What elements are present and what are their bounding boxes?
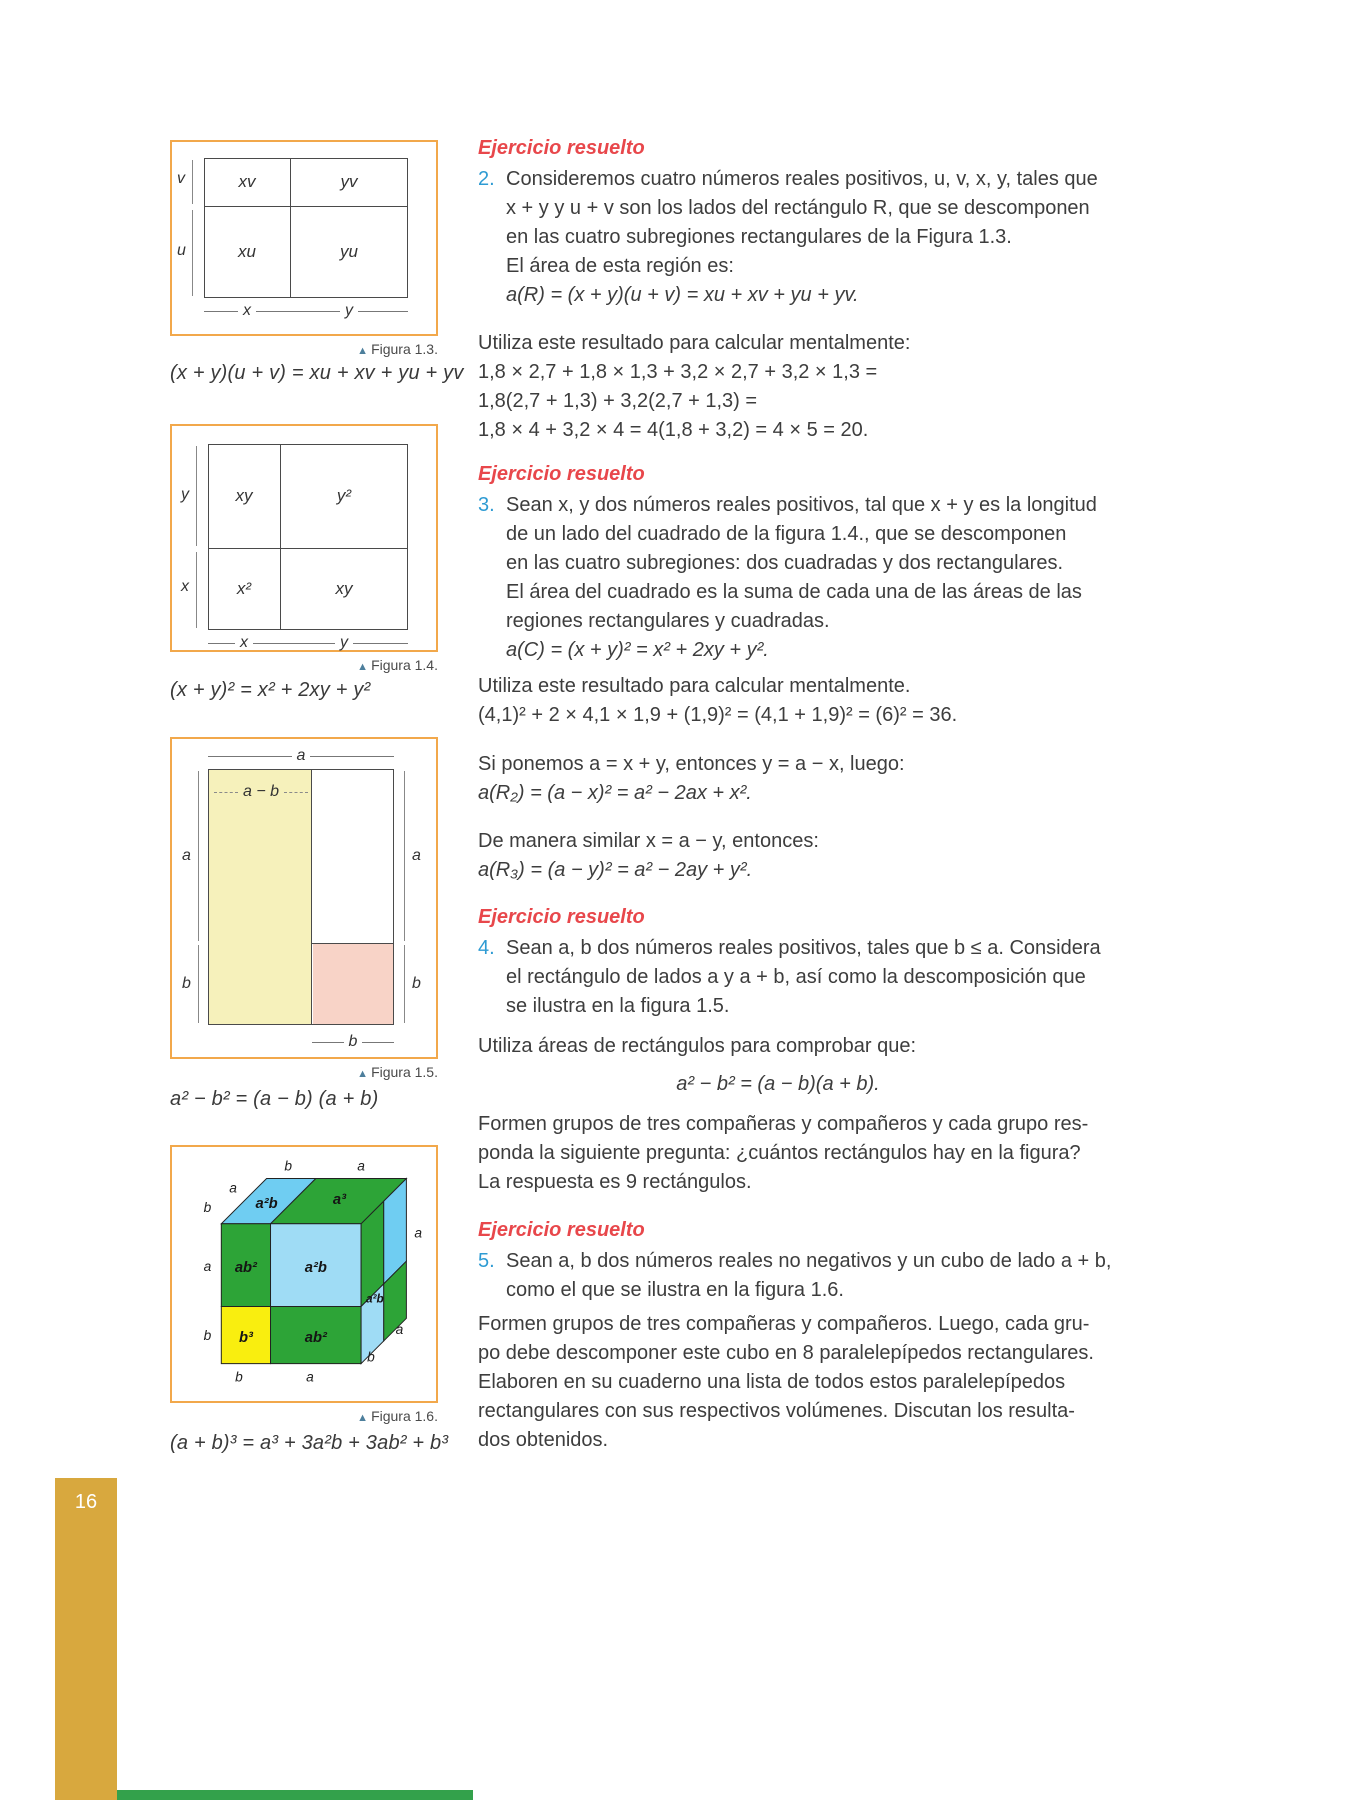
cube-dim-b-bottom-slant: b <box>367 1349 375 1365</box>
formula-line: a(R) = (x + y)(u + v) = xu + xv + yu + yv. <box>506 284 859 306</box>
fig15-dim-line-left-b <box>198 945 199 1023</box>
exercise-5 <box>478 1247 1193 1305</box>
fig15-dim-line-right-b <box>404 945 405 1023</box>
paragraph-r3 <box>478 827 1193 885</box>
dim-dash-line <box>214 792 238 793</box>
cube-label-ab2-front-br: ab² <box>304 1329 327 1346</box>
footer-green-bar <box>117 1790 473 1800</box>
exercise-3-body <box>506 491 1097 665</box>
text-line: regiones rectangulares y cuadradas. <box>506 610 830 632</box>
fig16-identity: (a + b)³ = a³ + 3a²b + 3ab² + b³ <box>170 1432 449 1454</box>
fig15-dim-a-minus-b <box>214 783 308 801</box>
section-heading-1: Ejercicio resuelto <box>478 137 645 159</box>
dim-line <box>253 643 280 644</box>
caption-text: Figura 1.3. <box>371 341 438 357</box>
cube-dim-a-right-lower: a <box>395 1322 404 1338</box>
figure-1-3-caption <box>170 341 438 357</box>
cube-dim-a-bottom: a <box>306 1369 314 1385</box>
group-activity-2 <box>478 1310 1193 1455</box>
figure-1-3 <box>170 140 438 336</box>
formula-line: a(R₃) = (a − y)² = a² − 2ay + y². <box>478 859 753 881</box>
fig14-dim-line-y <box>196 446 197 546</box>
fig15-dim-line-right-a <box>404 771 405 941</box>
fig14-cell-xy-top: xy <box>235 486 253 505</box>
fig15-label-b-right: b <box>412 975 421 992</box>
dim-line <box>256 311 290 312</box>
text-line: La respuesta es 9 rectángulos. <box>478 1171 752 1193</box>
calc-line: 1,8 × 2,7 + 1,8 × 1,3 + 3,2 × 2,7 + 3,2 × 1,3 = <box>478 361 878 383</box>
exercise-3-number: 3. <box>478 494 495 516</box>
dim-line <box>312 1042 344 1043</box>
fig13-dim-y <box>290 302 408 320</box>
fig14-label-x: x <box>240 634 248 651</box>
dim-dash-line <box>284 792 308 793</box>
cube-dim-b-left: b <box>203 1327 212 1343</box>
text-line: Formen grupos de tres compañeras y compañeros. Luego, cada gru- <box>478 1313 1090 1335</box>
cube-label-a3-top: a³ <box>332 1192 347 1209</box>
page-number-tab <box>55 1478 117 1800</box>
fig15-label-a-left: a <box>182 847 191 864</box>
fig15-yellow-region <box>209 770 312 1024</box>
cube-dim-b-bottom: b <box>235 1369 243 1385</box>
text-line: Utiliza este resultado para calcular mentalmente: <box>478 332 911 354</box>
text-line: Utiliza este resultado para calcular mentalmente. <box>478 675 911 697</box>
fig15-label-b-left: b <box>182 975 191 992</box>
cube-dim-a-right-upper: a <box>414 1225 423 1241</box>
fig15-identity: a² − b² = (a − b) (a + b) <box>170 1088 379 1110</box>
caption-triangle-icon: ▲ <box>357 1412 369 1424</box>
caption-triangle-icon: ▲ <box>357 345 369 357</box>
fig13-cell-xv: xv <box>238 172 256 191</box>
calc-line: 1,8(2,7 + 1,3) + 3,2(2,7 + 1,3) = <box>478 390 758 412</box>
cube-label-ab2-front-tl: ab² <box>234 1260 257 1277</box>
fig15-dim-line-left-a <box>198 771 199 941</box>
fig13-label-v: v <box>177 170 185 187</box>
text-line: en las cuatro subregiones: dos cuadradas y dos rectangulares. <box>506 552 1064 574</box>
fig14-dim-line-x <box>196 552 197 628</box>
exercise-4-number: 4. <box>478 937 495 959</box>
exercise-4-body <box>506 934 1101 1021</box>
fig13-cell-xu: xu <box>238 242 256 261</box>
fig15-label-a-minus-b: a − b <box>242 783 280 800</box>
fig15-label-a-top: a <box>296 747 306 764</box>
section-heading-4: Ejercicio resuelto <box>478 1219 645 1241</box>
exercise-4 <box>478 934 1193 1021</box>
fig14-cell-x2: x² <box>236 579 252 598</box>
cube-label-a2b-front-tr: a²b <box>304 1260 327 1277</box>
page-number: 16 <box>74 1491 98 1513</box>
fig13-cell-yu: yu <box>340 242 358 261</box>
figure-1-6 <box>170 1145 438 1403</box>
fig15-label-a-right: a <box>412 847 421 864</box>
fig14-label-x-left: x <box>181 578 189 595</box>
cube-label-a2b-side: a²b <box>366 1291 384 1306</box>
exercise-5-number: 5. <box>478 1250 495 1272</box>
text-line: El área de esta región es: <box>506 255 734 277</box>
figure-1-4 <box>170 424 438 652</box>
dim-line <box>290 311 340 312</box>
fig14-cell-y2: y² <box>336 486 352 505</box>
fig15-dim-a-top <box>208 747 394 765</box>
text-line: x + y y u + v son los lados del rectángulo R, que se descomponen <box>506 197 1090 219</box>
cube-dim-a-slant: a <box>229 1180 237 1196</box>
fig13-label-y: y <box>345 302 353 319</box>
text-line: rectangulares con sus respectivos volúmenes. Discutan los resulta- <box>478 1400 1075 1422</box>
text-line: El área del cuadrado es la suma de cada una de las áreas de las <box>506 581 1082 603</box>
text-line: Sean a, b dos números reales positivos, tales que b ≤ a. Considera <box>506 937 1101 959</box>
caption-text: Figura 1.5. <box>371 1064 438 1080</box>
caption-text: Figura 1.6. <box>371 1408 438 1424</box>
text-line: po debe descomponer este cubo en 8 paralelepípedos rectangulares. <box>478 1342 1094 1364</box>
cube-label-b3-front-bl: b³ <box>238 1329 253 1346</box>
fig15-dim-b-bottom <box>312 1033 394 1051</box>
cube-dim-b-top: b <box>284 1158 293 1174</box>
caption-triangle-icon: ▲ <box>357 1068 369 1080</box>
dim-line <box>208 756 292 757</box>
fig14-label-y: y <box>340 634 348 651</box>
fig13-label-u: u <box>177 242 186 259</box>
fig14-dim-y <box>280 634 408 652</box>
text-line: Sean x, y dos números reales positivos, tal que x + y es la longitud <box>506 494 1097 516</box>
exercise-2-number: 2. <box>478 168 495 190</box>
caption-text: Figura 1.4. <box>371 657 438 673</box>
exercise-2-body <box>506 165 1098 310</box>
cube-dim-b-slant: b <box>203 1199 212 1215</box>
group-activity-1 <box>478 1110 1193 1197</box>
cube-dim-a-top: a <box>357 1158 365 1174</box>
mental-calculation-1 <box>478 329 1193 445</box>
formula-line: a(C) = (x + y)² = x² + 2xy + y². <box>506 639 769 661</box>
text-line: Si ponemos a = x + y, entonces y = a − x, luego: <box>478 753 905 775</box>
fig14-label-y-left: y <box>181 486 189 503</box>
text-line: Consideremos cuatro números reales positivos, u, v, x, y, tales que <box>506 168 1098 190</box>
fig13-dim-line-u <box>192 210 193 296</box>
fig13-identity: (x + y)(u + v) = xu + xv + yu + yv <box>170 362 464 384</box>
section-heading-3: Ejercicio resuelto <box>478 906 645 928</box>
calc-line: (4,1)² + 2 × 4,1 × 1,9 + (1,9)² = (4,1 + 1,9)² = (6)² = 36. <box>478 704 958 726</box>
dim-line <box>280 643 335 644</box>
caption-triangle-icon: ▲ <box>357 661 369 673</box>
figure-1-6-caption <box>170 1408 438 1424</box>
exercise-5-body <box>506 1247 1111 1305</box>
text-line: Formen grupos de tres compañeras y compañeros y cada grupo res- <box>478 1113 1089 1135</box>
dim-line <box>353 643 408 644</box>
centered-identity: a² − b² = (a − b)(a + b). <box>676 1073 880 1095</box>
dim-line <box>362 1042 394 1043</box>
text-line: Sean a, b dos números reales no negativos y un cubo de lado a + b, <box>506 1250 1112 1272</box>
fig13-dim-line-v <box>192 160 193 204</box>
text-line: en las cuatro subregiones rectangulares de la Figura 1.3. <box>506 226 1012 248</box>
figure-1-5-caption <box>170 1064 438 1080</box>
fig15-pink-square <box>313 944 393 1024</box>
text-line: ponda la siguiente pregunta: ¿cuántos rectángulos hay en la figura? <box>478 1142 1081 1164</box>
fig15-split-line <box>312 943 394 944</box>
cube-dim-a-left: a <box>203 1259 212 1275</box>
dim-line <box>310 756 394 757</box>
exercise-3 <box>478 491 1193 665</box>
dim-line <box>358 311 408 312</box>
text-line: Elaboren en su cuaderno una lista de todos estos paralelepípedos <box>478 1371 1066 1393</box>
dim-line <box>204 311 238 312</box>
fig14-identity: (x + y)² = x² + 2xy + y² <box>170 679 371 701</box>
text-line: De manera similar x = a − y, entonces: <box>478 830 819 852</box>
fig13-cell-yv: yv <box>340 172 358 191</box>
fig14-cell-xy-bottom: xy <box>335 579 353 598</box>
figure-1-4-caption <box>170 657 438 673</box>
compare-instruction <box>478 1032 1193 1061</box>
fig15-label-b-bottom: b <box>348 1033 358 1050</box>
dim-line <box>208 643 235 644</box>
text-line: dos obtenidos. <box>478 1429 609 1451</box>
paragraph-r2 <box>478 750 1193 808</box>
exercise-2 <box>478 165 1193 310</box>
text-line: se ilustra en la figura 1.5. <box>506 995 730 1017</box>
cube-label-a2b-top: a²b <box>255 1196 278 1213</box>
text-line: como el que se ilustra en la figura 1.6. <box>506 1279 844 1301</box>
fig13-dim-x <box>204 302 290 320</box>
fig14-dim-x <box>208 634 280 652</box>
text-line: de un lado del cuadrado de la figura 1.4., que se descomponen <box>506 523 1067 545</box>
section-heading-2: Ejercicio resuelto <box>478 463 645 485</box>
cube-diagram <box>172 1147 436 1401</box>
text-line: Utiliza áreas de rectángulos para comprobar que: <box>478 1035 917 1057</box>
fig13-label-x: x <box>243 302 251 319</box>
mental-calculation-2 <box>478 672 1193 730</box>
formula-line: a(R₂) = (a − x)² = a² − 2ax + x². <box>478 782 752 804</box>
text-line: el rectángulo de lados a y a + b, así como la descomposición que <box>506 966 1086 988</box>
calc-line: 1,8 × 4 + 3,2 × 4 = 4(1,8 + 3,2) = 4 × 5 = 20. <box>478 419 869 441</box>
figure-1-5 <box>170 737 438 1059</box>
